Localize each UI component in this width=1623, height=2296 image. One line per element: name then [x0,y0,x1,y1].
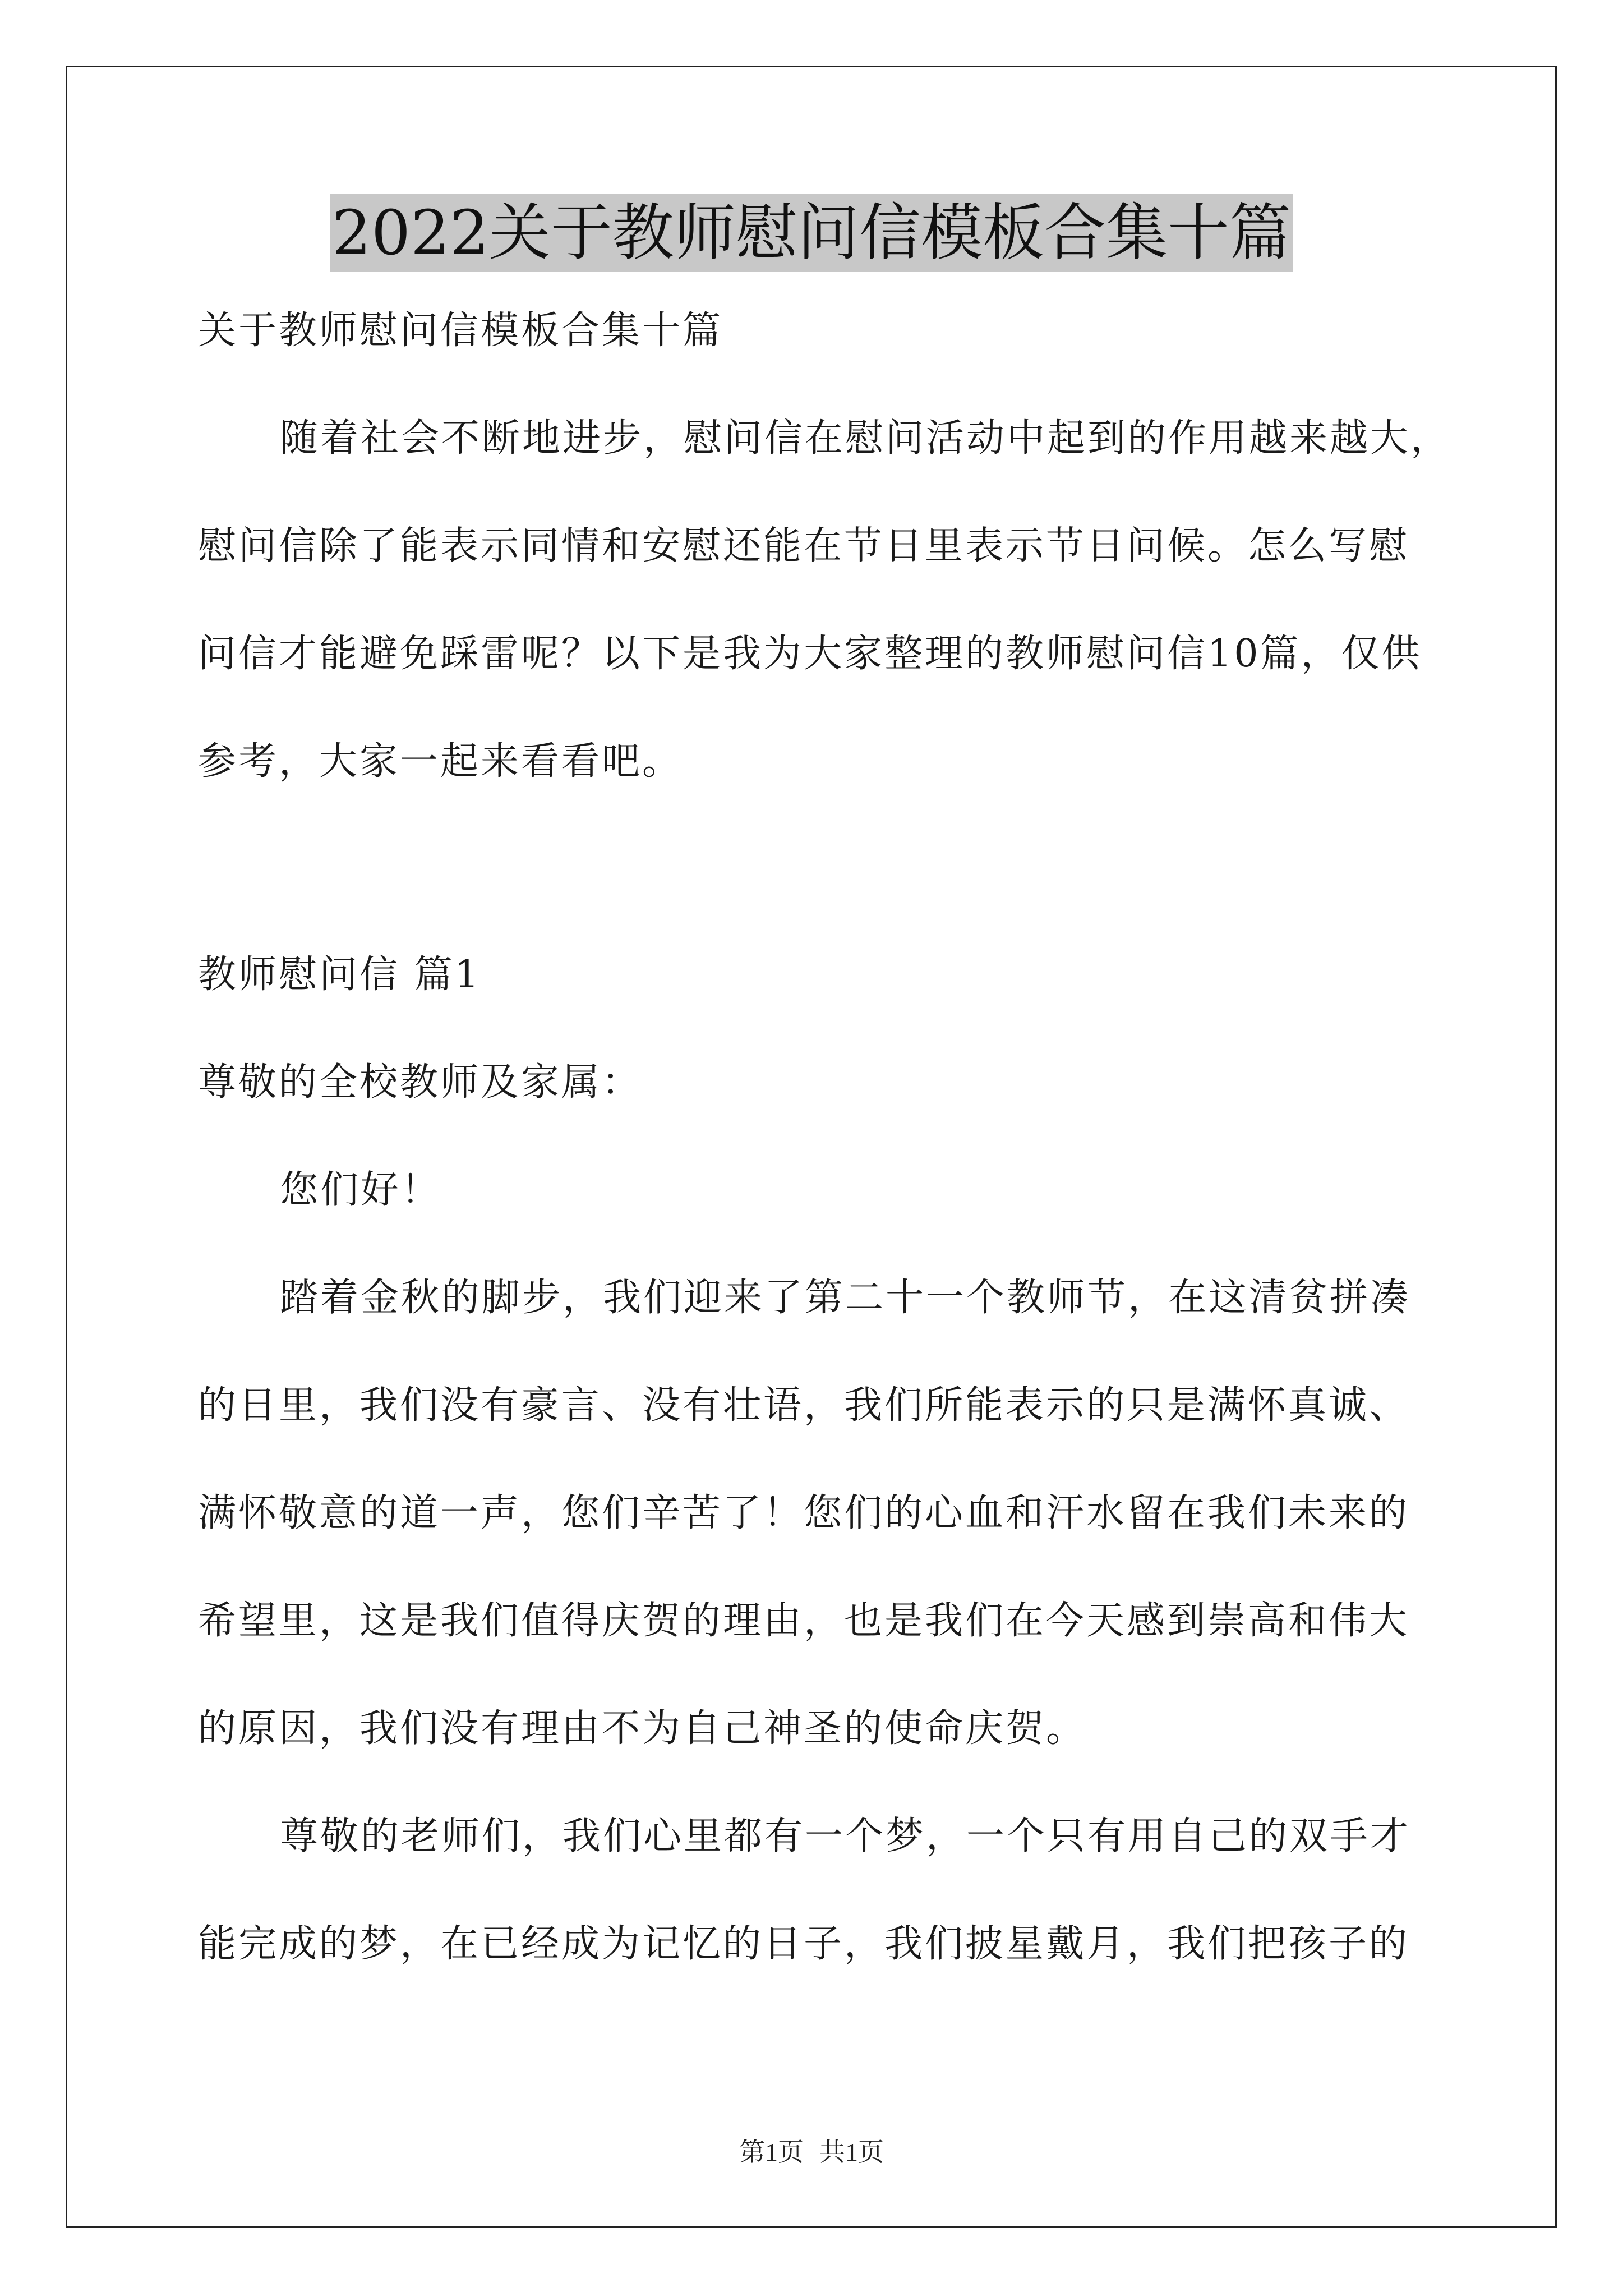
document-body [198,303,1451,1972]
body-line-4: 希望里，这是我们值得庆贺的理由，也是我们在今天感到崇高和伟大 [198,1599,1410,1643]
intro-line-3: 问信才能避免踩雷呢？以下是我为大家整理的教师慰问信10篇，仅供 [198,632,1422,676]
body-line-5: 的原因，我们没有理由不为自己神圣的使命庆贺。 [198,1706,1087,1751]
body-line-2: 的日里，我们没有豪言、没有壮语，我们所能表示的只是满怀真诚、 [198,1383,1410,1428]
body-line-1: 踏着金秋的脚步，我们迎来了第二十一个教师节，在这清贫拼凑 [280,1276,1411,1320]
body-line-6: 尊敬的老师们，我们心里都有一个梦，一个只有用自己的双手才 [280,1814,1411,1858]
page-footer [0,2132,1623,2169]
subtitle-line: 关于教师慰问信模板合集十篇 [198,309,723,353]
intro-line-4: 参考，大家一起来看看吧。 [198,739,683,784]
body-line-7: 能完成的梦，在已经成为记忆的日子，我们披星戴月，我们把孩子的 [198,1922,1410,1966]
title-container [0,194,1623,272]
page-number: 第1页 [739,2138,804,2166]
body-line-3: 满怀敬意的道一声，您们辛苦了！您们的心血和汗水留在我们未来的 [198,1491,1410,1535]
document-title: 2022关于教师慰问信模板合集十篇 [330,194,1293,272]
intro-line-2: 慰问信除了能表示同情和安慰还能在节日里表示节日问候。怎么写慰 [198,524,1410,568]
section-heading: 教师慰问信 篇1 [198,953,481,997]
page-total: 共1页 [819,2138,884,2166]
greeting-line: 您们好！ [280,1168,442,1212]
intro-line-1: 随着社会不断地进步，慰问信在慰问活动中起到的作用越来越大， [280,416,1451,461]
salutation-line: 尊敬的全校教师及家属： [198,1060,643,1105]
